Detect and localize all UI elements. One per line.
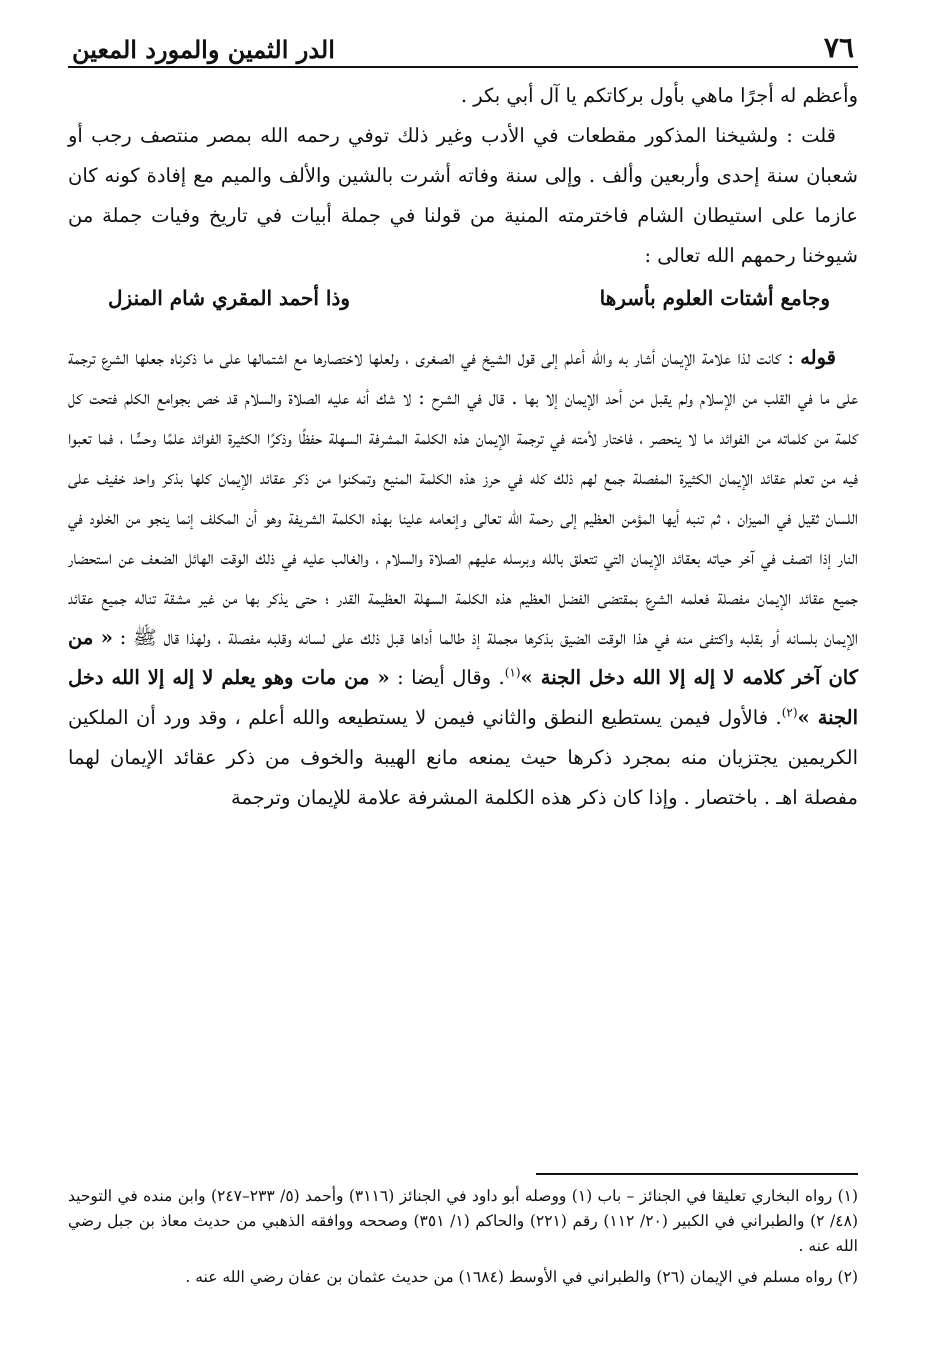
running-title: الدر الثمين والمورد المعين bbox=[72, 35, 335, 64]
paragraph-3-mid: . وقال أيضا : bbox=[389, 666, 505, 689]
hadith-quote-1: « من كان آخر كلامه لا إله إلا الله دخل الجنة » bbox=[68, 626, 858, 689]
footnote-1: (١) رواه البخاري تعليقا في الجنائز – باب (١) ووصله أبو داود في الجنائز (٣١١٦) وأحمد (٥/ ٢٣٣–٢٤٧) وابن منده في التوحيد (٤٨/ ٢) والطبراني في الكبير (٢٠/ ١١٢) رقم (٢٢١) والحاكم (١/ ٣٥١) وصححه ووافقه الذهبي من حديث معاذ بن جبل رضي الله عنه . bbox=[68, 1187, 859, 1255]
poetry-verse bbox=[68, 276, 858, 320]
footnote-2: (٢) رواه مسلم في الإيمان (٢٦) والطبراني في الأوسط (١٦٨٤) من حديث عثمان بن عفان رضي الله عنه . bbox=[185, 1268, 858, 1286]
footnote-divider bbox=[536, 1173, 858, 1175]
footnote-ref-1: (١) bbox=[504, 665, 521, 680]
paragraph-3-end: . فالأول فيمن يستطيع النطق والثاني فيمن لا يستطيعه والله أعلم ، وقد ورد أن الملكين الكريمين يجتزيان منه بمجرد ذكرها حيث يمنعه مانع الهيبة والخوف من ذكر عقائد الإيمان لهما مفصلة اهـ . باختصار . وإذا كان ذكر هذه الكلمة المشرفة علامة للإيمان وترجمة bbox=[68, 706, 858, 809]
book-page bbox=[68, 22, 858, 1322]
hadith-quote-2: « من مات وهو يعلم لا إله إلا الله دخل الجنة » bbox=[68, 666, 858, 729]
page-header bbox=[68, 22, 858, 68]
commentary-lead-word: قوله bbox=[800, 346, 836, 369]
main-text bbox=[68, 76, 858, 818]
paragraph-2: قلت : ولشيخنا المذكور مقطعات في الأدب وغير ذلك توفي رحمه الله بمصر منتصف رجب أو شعبان سنة إحدى وأربعين وألف . وإلى سنة وفاته أشرت بالشين والألف والميم مع إفادة كونه كان عازما على استيطان الشام فاخترمته المنية من قولنا في جملة أبيات في تاريخ وفيات جملة من شيوخنا رحمهم الله تعالى : bbox=[68, 124, 858, 267]
verse-hemistich-1: وجامع أشتات العلوم بأسرها bbox=[599, 286, 830, 310]
footnote-ref-2: (٢) bbox=[781, 705, 798, 720]
page-number: ٧٦ bbox=[823, 31, 854, 64]
footnotes bbox=[68, 1184, 858, 1296]
paragraph-1: وأعظم له أجرًا ماهي بأول بركاتكم يا آل أبي بكر . bbox=[460, 84, 858, 107]
paragraph-3-text: : كانت لذا علامة الإيمان أشار به والله أعلم إلى قول الشيخ في الصغرى ، ولعلها لاختصارها مع اشتمالها على ما ذكرناه جعلها الشرع ترجمة على ما في القلب من الإسلام ولم يقبل من أحد الإيمان إلا بها . قال في الشرح : لا شك أنه عليه الصلاة والسلام قد خص بجوامع الكلم فتحت كل كلمة من كلماته من الفوائد ما لا ينحصر ، فاختار لأمته في ترجمة الإيمان هذه الكلمة المشرفة السهلة حفظًا وذكرًا الكثيرة الفوائد علمًا وحسًّا ، فما تعبوا فيه من تعلم عقائد الإيمان الكثيرة المفصلة جمع لهم ذلك كله في حرز هذه الكلمة المنيع وتمكنوا من ذكر عقائد الإيمان كلها بذكر واحد خفيف على اللسان ثقيل في الميزان ، ثم تنبه أيها المؤمن العظيم إلى رحمة الله تعالى وإنعامه علينا بهذه الكلمة الشريفة وهو أن المكلف إنما ينجو من الخلود في النار إذا اتصف في آخر حياته بعقائد الإيمان التي تتعلق بالله وبرسله عليهم الصلاة والسلام ، والغالب عليه في ذلك الوقت الهائل الضعف عن استحضار جميع عقائد الإيمان مفصلة فعلمه الشرع بمقتضى الفضل العظيم هذه الكلمة السهلة العظيمة القدر ؛ حتى يذكر بها من غير مشقة تناله جميع عقائد الإيمان بلسانه أو بقلبه واكتفى منه في هذا الوقت الضيق بذكرها مجملة إذ طالما أداها قبل ذلك على لسانه وقلبه مفصلة ، ولهذا قال ﷺ : bbox=[68, 346, 858, 649]
paragraph-3 bbox=[68, 338, 858, 818]
verse-hemistich-2: وذا أحمد المقري شام المنزل bbox=[108, 286, 351, 310]
